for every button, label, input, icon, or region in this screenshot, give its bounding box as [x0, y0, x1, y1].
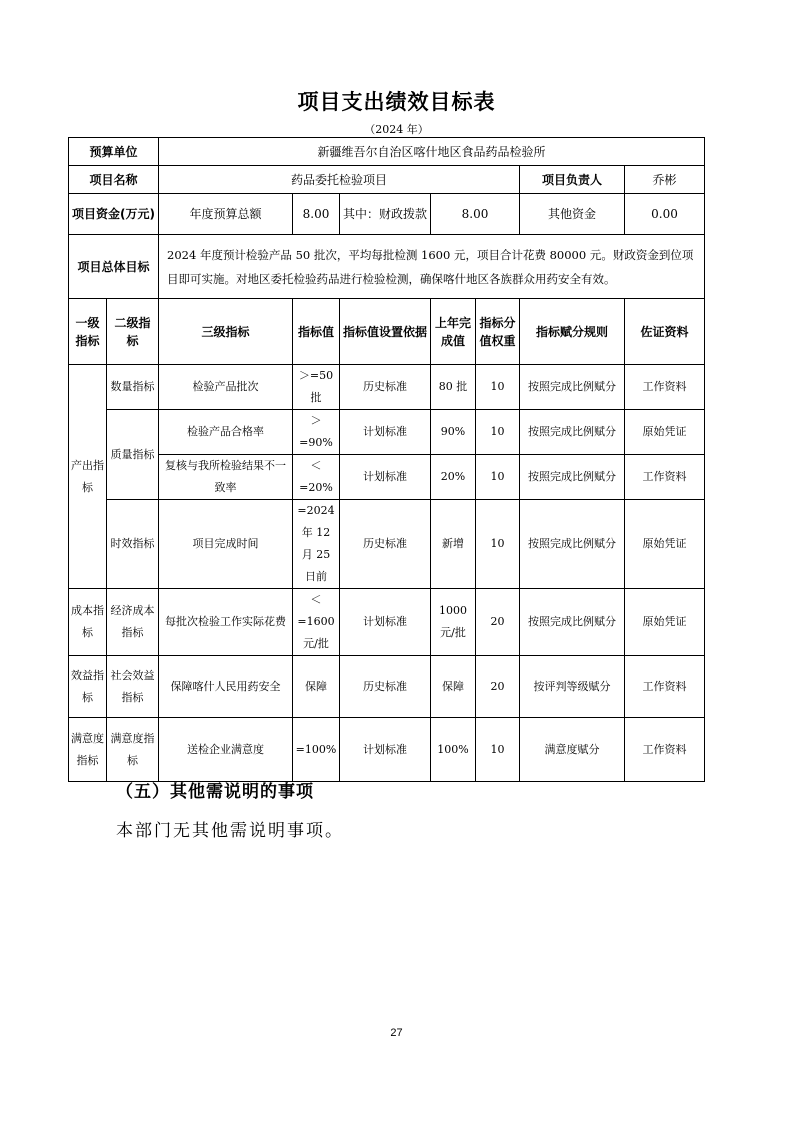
year-label: （2024 年） [364, 123, 429, 136]
subgroup-economic-cost: 经济成本指标 [107, 589, 159, 656]
indicator-last-year: 新增 [431, 500, 476, 589]
overall-goal-label: 项目总体目标 [69, 235, 159, 299]
responsible-value: 乔彬 [625, 166, 705, 194]
indicator-value: =100% [293, 718, 340, 782]
indicator-value: ＜=20% [293, 455, 340, 500]
indicator-name: 项目完成时间 [159, 500, 293, 589]
header-last-year: 上年完成值 [431, 299, 476, 365]
indicator-basis: 计划标准 [340, 718, 431, 782]
indicator-weight: 10 [476, 365, 520, 410]
header-rule: 指标赋分规则 [520, 299, 625, 365]
page-title: 项目支出绩效目标表 [297, 90, 496, 114]
header-value: 指标值 [293, 299, 340, 365]
indicator-weight: 20 [476, 589, 520, 656]
indicator-name: 保障喀什人民用药安全 [159, 656, 293, 718]
table-row [69, 500, 705, 589]
indicator-value: 保障 [293, 656, 340, 718]
other-funds-value: 0.00 [625, 194, 705, 235]
indicator-basis: 计划标准 [340, 589, 431, 656]
indicator-last-year: 100% [431, 718, 476, 782]
project-name-label: 项目名称 [69, 166, 159, 194]
project-name-row [69, 166, 705, 194]
indicator-name: 送检企业满意度 [159, 718, 293, 782]
table-row [69, 410, 705, 455]
indicator-weight: 10 [476, 410, 520, 455]
indicator-rule: 按照完成比例赋分 [520, 410, 625, 455]
page-number: 27 [390, 1027, 403, 1039]
indicator-rule: 按照完成比例赋分 [520, 455, 625, 500]
indicator-rule: 满意度赋分 [520, 718, 625, 782]
header-row [69, 299, 705, 365]
header-level1: 一级指标 [69, 299, 107, 365]
indicator-weight: 10 [476, 500, 520, 589]
indicator-name: 检验产品批次 [159, 365, 293, 410]
indicator-last-year: 80 批 [431, 365, 476, 410]
indicator-value: ＞=90% [293, 410, 340, 455]
project-name-value: 药品委托检验项目 [159, 166, 520, 194]
indicator-evidence: 原始凭证 [625, 410, 705, 455]
header-basis: 指标值设置依据 [340, 299, 431, 365]
funds-row [69, 194, 705, 235]
indicator-evidence: 原始凭证 [625, 589, 705, 656]
group-benefit: 效益指标 [69, 656, 107, 718]
group-cost: 成本指标 [69, 589, 107, 656]
indicator-evidence: 工作资料 [625, 718, 705, 782]
indicator-rule: 按评判等级赋分 [520, 656, 625, 718]
annual-total-label: 年度预算总额 [159, 194, 293, 235]
table-row [69, 718, 705, 782]
indicator-weight: 20 [476, 656, 520, 718]
indicator-evidence: 工作资料 [625, 455, 705, 500]
header-weight: 指标分值权重 [476, 299, 520, 365]
indicator-last-year: 保障 [431, 656, 476, 718]
indicator-evidence: 原始凭证 [625, 500, 705, 589]
indicator-basis: 历史标准 [340, 500, 431, 589]
subgroup-quantity: 数量指标 [107, 365, 159, 410]
indicator-basis: 计划标准 [340, 455, 431, 500]
unit-row [69, 138, 705, 166]
table-row [69, 656, 705, 718]
subgroup-quality: 质量指标 [107, 410, 159, 500]
header-level3: 三级指标 [159, 299, 293, 365]
indicator-basis: 历史标准 [340, 656, 431, 718]
unit-value: 新疆维吾尔自治区喀什地区食品药品检验所 [159, 138, 705, 166]
indicator-name: 复核与我所检验结果不一致率 [159, 455, 293, 500]
subgroup-social-benefit: 社会效益指标 [107, 656, 159, 718]
annual-total-value: 8.00 [293, 194, 340, 235]
indicator-value: ＜=1600 元/批 [293, 589, 340, 656]
header-evidence: 佐证资料 [625, 299, 705, 365]
overall-goal-row [69, 235, 705, 299]
section-heading: （五）其他需说明的事项 [116, 782, 314, 802]
table-row [69, 455, 705, 500]
unit-label: 预算单位 [69, 138, 159, 166]
indicator-last-year: 1000 元/批 [431, 589, 476, 656]
indicator-last-year: 90% [431, 410, 476, 455]
indicator-weight: 10 [476, 455, 520, 500]
group-output: 产出指标 [69, 365, 107, 589]
indicator-basis: 计划标准 [340, 410, 431, 455]
indicator-evidence: 工作资料 [625, 365, 705, 410]
section-text: 本部门无其他需说明事项。 [116, 821, 344, 841]
indicator-weight: 10 [476, 718, 520, 782]
responsible-label: 项目负责人 [520, 166, 625, 194]
indicator-name: 检验产品合格率 [159, 410, 293, 455]
indicator-rule: 按照完成比例赋分 [520, 589, 625, 656]
indicator-last-year: 20% [431, 455, 476, 500]
overall-goal-text: 2024 年度预计检验产品 50 批次，平均每批检测 1600 元，项目合计花费 80000 元。财政资金到位项目即可实施。对地区委托检验药品进行检验检测，确保喀什地区各族群众用药安全有效。 [159, 235, 705, 299]
other-funds-label: 其他资金 [520, 194, 625, 235]
subgroup-satisfaction: 满意度指标 [107, 718, 159, 782]
performance-target-table [68, 137, 705, 782]
subgroup-timeliness: 时效指标 [107, 500, 159, 589]
indicator-basis: 历史标准 [340, 365, 431, 410]
indicator-rule: 按照完成比例赋分 [520, 500, 625, 589]
indicator-name: 每批次检验工作实际花费 [159, 589, 293, 656]
fiscal-value: 8.00 [431, 194, 520, 235]
indicator-value: ＞=50 批 [293, 365, 340, 410]
indicator-evidence: 工作资料 [625, 656, 705, 718]
table-row [69, 365, 705, 410]
group-satisfaction: 满意度指标 [69, 718, 107, 782]
indicator-value: =2024 年 12 月 25 日前 [293, 500, 340, 589]
indicator-rule: 按照完成比例赋分 [520, 365, 625, 410]
table-row [69, 589, 705, 656]
header-level2: 二级指标 [107, 299, 159, 365]
fiscal-label: 其中：财政拨款 [340, 194, 431, 235]
funds-label: 项目资金(万元) [69, 194, 159, 235]
